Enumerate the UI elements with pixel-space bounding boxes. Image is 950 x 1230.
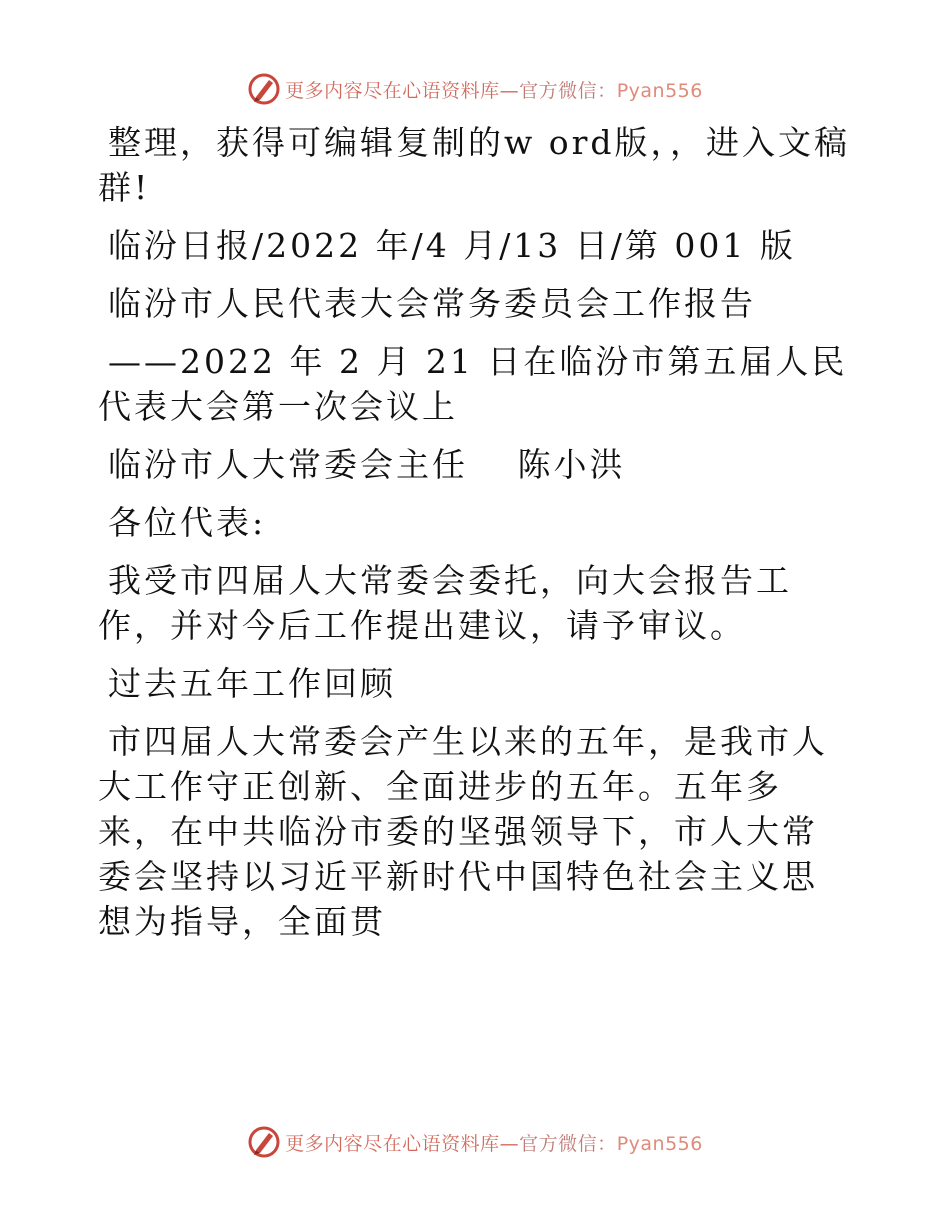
document-title: 临汾市人民代表大会常务委员会工作报告 <box>108 284 756 323</box>
section-heading: 过去五年工作回顾 <box>108 664 396 703</box>
document-body <box>98 120 850 957</box>
red-pen-circle-icon <box>247 72 281 106</box>
document-subtitle: ——2022 年 2 月 21 日在临汾市第五届人民代表大会第一次会议上 <box>98 342 848 426</box>
red-pen-circle-icon <box>247 1125 281 1159</box>
watermark-text: 更多内容尽在心语资料库—官方微信：Pyan556 <box>285 1132 703 1155</box>
watermark-text: 更多内容尽在心语资料库—官方微信：Pyan556 <box>285 79 703 102</box>
paragraph-source: 临汾日报/2022 年/4 月/13 日/第 001 版 <box>108 226 796 265</box>
salutation: 各位代表: <box>108 503 267 542</box>
paragraph-intro: 整理，获得可编辑复制的w ord版，，进入文稿群! <box>98 123 851 207</box>
paragraph-opening: 我受市四届人大常委会委托，向大会报告工作，并对今后工作提出建议，请予审议。 <box>98 561 792 645</box>
paragraph-review: 市四届人大常委会产生以来的五年，是我市人大工作守正创新、全面进步的五年。五年多来，在中共临汾市委的坚强领导下，市人大常委会坚持以习近平新时代中国特色社会主义思想为指导，全面贯 <box>98 722 828 941</box>
watermark-footer <box>0 1125 950 1159</box>
document-author: 临汾市人大常委会主任 陈小洪 <box>108 445 626 484</box>
watermark-header <box>0 72 950 106</box>
